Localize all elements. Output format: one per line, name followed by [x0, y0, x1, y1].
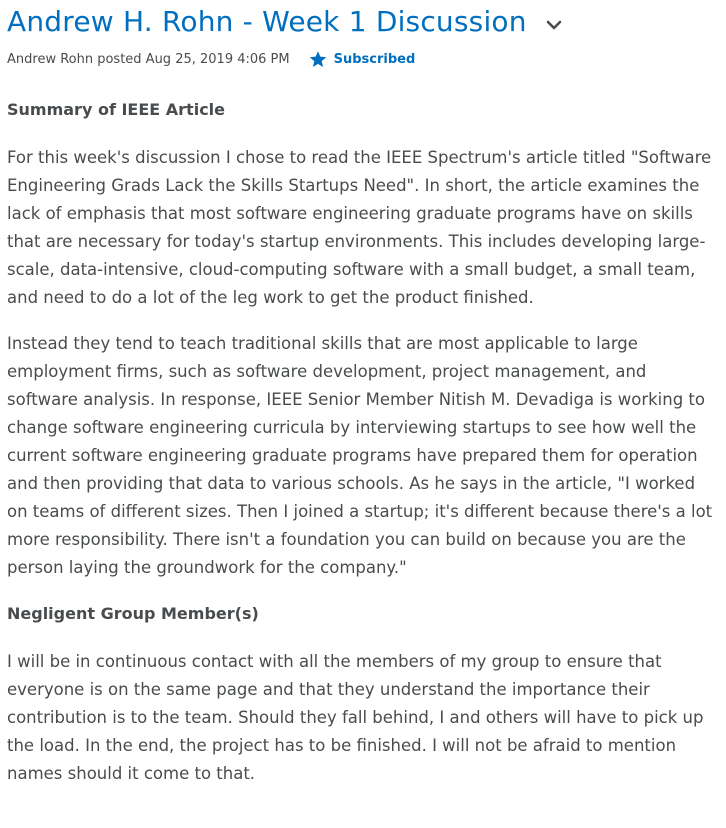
- post-body: [7, 96, 719, 806]
- chevron-down-icon[interactable]: [545, 16, 563, 34]
- section-heading: Summary of IEEE Article: [7, 100, 226, 119]
- paragraph: Instead they tend to teach traditional skills that are most applicable to large employment firms, such as software development, project management, and software analysis. In response, IEEE Senior Member Nitish M. Devadiga is working to change software engineering curricula by interviewing startups to see how well the current software engineering graduate programs have prepared them for operation and then providing that data to various schools. As he says in the article, "I worked on teams of different sizes. Then I joined a startup; it's different because there's a lot more responsibility. There isn't a foundation you can build on because you are the person laying the groundwork for the company.": [7, 334, 713, 577]
- subscribed-label: Subscribed: [333, 51, 416, 67]
- section-summary: [7, 96, 719, 582]
- post-header: [7, 0, 719, 74]
- post-meta-row: [7, 44, 719, 74]
- post-title: Andrew H. Rohn - Week 1 Discussion: [7, 5, 527, 38]
- post-meta: Andrew Rohn posted Aug 25, 2019 4:06 PM: [7, 51, 290, 67]
- star-icon: [308, 50, 328, 69]
- subscribed-button[interactable]: [308, 50, 416, 69]
- paragraph: I will be in continuous contact with all the members of my group to ensure that everyone is on the same page and that they understand the importance their contribution is to the team. Should they fall behind, I and others will have to pick up the load. In the end, the project has to be finished. I will not be afraid to mention names should it come to that.: [7, 652, 704, 783]
- section-negligent-members: [7, 600, 719, 788]
- paragraph: For this week's discussion I chose to read the IEEE Spectrum's article titled "Software Engineering Grads Lack the Skills Startups Need". In short, the article examines the lack of emphasis that most software engineering graduate programs have on skills that are necessary for today's startup environments. This includes developing large-scale, data-intensive, cloud-computing software with a small budget, a small team, and need to do a lot of the leg work to get the product finished.: [7, 148, 712, 307]
- title-row: [7, 0, 719, 44]
- section-heading: Negligent Group Member(s): [7, 604, 259, 623]
